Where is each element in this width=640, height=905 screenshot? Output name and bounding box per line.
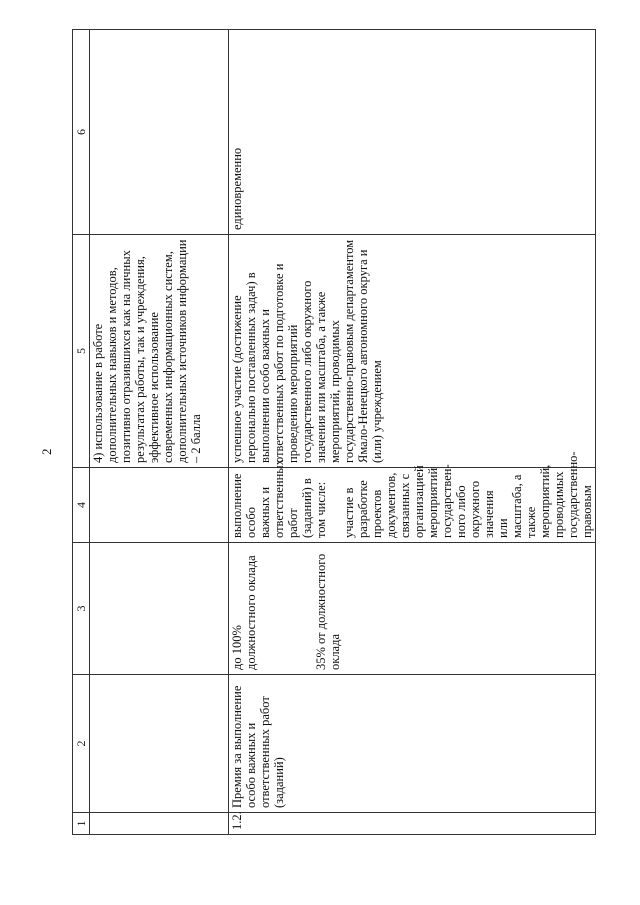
cell-empty bbox=[90, 468, 229, 543]
table-row-criterion bbox=[90, 30, 229, 835]
column-header-1: 1 bbox=[73, 813, 90, 835]
payment-frequency-cell: единовременно bbox=[229, 30, 596, 235]
column-header-2: 2 bbox=[73, 675, 90, 813]
column-header-6: 6 bbox=[73, 30, 90, 235]
column-header-3: 3 bbox=[73, 543, 90, 675]
table-header-row bbox=[73, 30, 90, 835]
spacer bbox=[328, 472, 342, 538]
rotated-table-wrapper bbox=[72, 30, 594, 835]
spacer bbox=[258, 547, 314, 670]
premium-basis-main: выполнение особо важных и ответственных работ (заданий) в том числе: bbox=[230, 459, 328, 538]
cell-empty bbox=[90, 675, 229, 813]
premium-basis-sub: участие в разработке проектов документов, связанных с организацией мероприятий государствен-ного либо окружного значения или масштаба, а также мероприятий, проводимых государственно-правовым bbox=[342, 451, 594, 538]
premium-name-cell: Премия за выполнение особо важных и ответственных работ (заданий) bbox=[229, 675, 596, 813]
premium-basis-cell bbox=[229, 451, 596, 543]
premium-amount-max: до 100% должностного оклада bbox=[230, 555, 258, 670]
cell-empty bbox=[90, 543, 229, 675]
premium-criterion-cell: успешное участие (достижение персонально поставленных задач) в выполнении особо важных и ответственных работ по подготовке и проведению мероприятий государственного либо окружного значения или масштаба, а также мероприятий, проводимых государственно-правовым департаментом Ямало-Ненецкого автономного округа и (или) учреждением bbox=[229, 235, 596, 468]
cell-empty bbox=[90, 813, 229, 835]
premium-criteria-table bbox=[72, 29, 596, 835]
row-number-cell: 1.2. bbox=[229, 813, 596, 835]
cell-empty bbox=[90, 30, 229, 235]
page-number: 2 bbox=[39, 448, 54, 455]
column-header-5: 5 bbox=[73, 235, 90, 468]
criterion-text-cell: 4) использование в работе дополнительных навыков и методов, позитивно отразившихся как на личных результатах работы, так и учреждения, эффективное использование современных информационных систем, дополнительных источников информации – 2 балла bbox=[90, 235, 229, 468]
premium-amount-cell bbox=[229, 543, 596, 675]
premium-amount-part: 35% от должностного оклада bbox=[314, 553, 342, 670]
column-header-4: 4 bbox=[73, 468, 90, 543]
table-row-1-2 bbox=[229, 30, 596, 835]
